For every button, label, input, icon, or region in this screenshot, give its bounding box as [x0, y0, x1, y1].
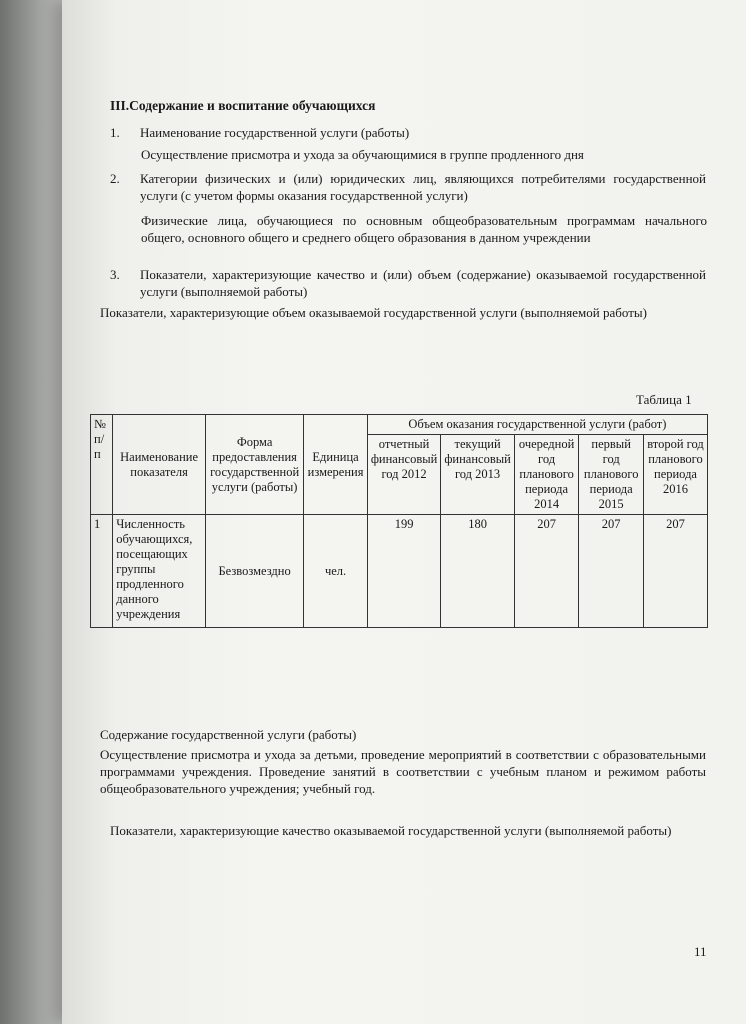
- header-volume: Объем оказания государственной услуги (работ): [367, 415, 707, 435]
- content-heading: Содержание государственной услуги (работы): [100, 727, 357, 742]
- item-label: Категории физических и (или) юридических лиц, являющихся потребителями государственной услуги (с учетом формы оказания государственной услуги): [140, 171, 706, 203]
- row-value-2014: 207: [514, 515, 579, 628]
- header-num: № п/п: [91, 415, 113, 515]
- header-year-2013: текущий финансовый год 2013: [441, 435, 515, 515]
- row-value-2015: 207: [579, 515, 644, 628]
- item-number: 1.: [110, 125, 120, 140]
- section-title: III.Содержание и воспитание обучающихся: [110, 98, 376, 113]
- item-label: Показатели, характеризующие качество и (или) объем (содержание) оказываемой государственной услуги (выполняемой работы): [140, 267, 706, 299]
- row-value-2013: 180: [441, 515, 515, 628]
- item-2: [110, 170, 706, 204]
- page-number: 11: [694, 944, 707, 959]
- header-year-2015: первый год планового периода 2015: [579, 435, 644, 515]
- item-1: [110, 124, 706, 141]
- header-year-2016: второй год планового периода 2016: [643, 435, 707, 515]
- header-form: Форма предоставления государственной услуги (работы): [205, 415, 303, 515]
- table-header-row: [91, 415, 708, 435]
- quality-heading: Показатели, характеризующие качество оказываемой государственной услуги (выполняемой работы): [110, 823, 672, 838]
- row-value-2012: 199: [367, 515, 441, 628]
- item-3: [110, 266, 706, 300]
- volume-table: [90, 414, 708, 628]
- service-name: Осуществление присмотра и ухода за обучающимися в группе продленного дня: [141, 147, 584, 162]
- header-name: Наименование показателя: [113, 415, 206, 515]
- item-label: Наименование государственной услуги (работы): [140, 125, 410, 140]
- row-name: Численность обучающихся, посещающих группы продленного данного учреждения: [113, 515, 206, 628]
- row-unit: чел.: [304, 515, 368, 628]
- row-value-2016: 207: [643, 515, 707, 628]
- header-year-2014: очередной год планового периода 2014: [514, 435, 579, 515]
- row-num: 1: [91, 515, 113, 628]
- row-form: Безвозмездно: [205, 515, 303, 628]
- content-text: Осуществление присмотра и ухода за детьми, проведение мероприятий в соответствии с образовательными программами учреждения. Проведение занятий в соответствии с учебным планом и режимом работы общеобразовательного учреждения; учебный год.: [100, 747, 706, 796]
- header-unit: Единица измерения: [304, 415, 368, 515]
- item-number: 2.: [110, 171, 120, 186]
- item-number: 3.: [110, 267, 120, 282]
- table-caption: Таблица 1: [636, 392, 692, 407]
- table-row: [91, 515, 708, 628]
- header-year-2012: отчетный финансовый год 2012: [367, 435, 441, 515]
- volume-heading: Показатели, характеризующие объем оказываемой государственной услуги (выполняемой работы): [100, 305, 647, 320]
- consumer-categories: Физические лица, обучающиеся по основным общеобразовательным программам начального общего, основного общего и среднего общего образования в данном учреждении: [141, 213, 707, 245]
